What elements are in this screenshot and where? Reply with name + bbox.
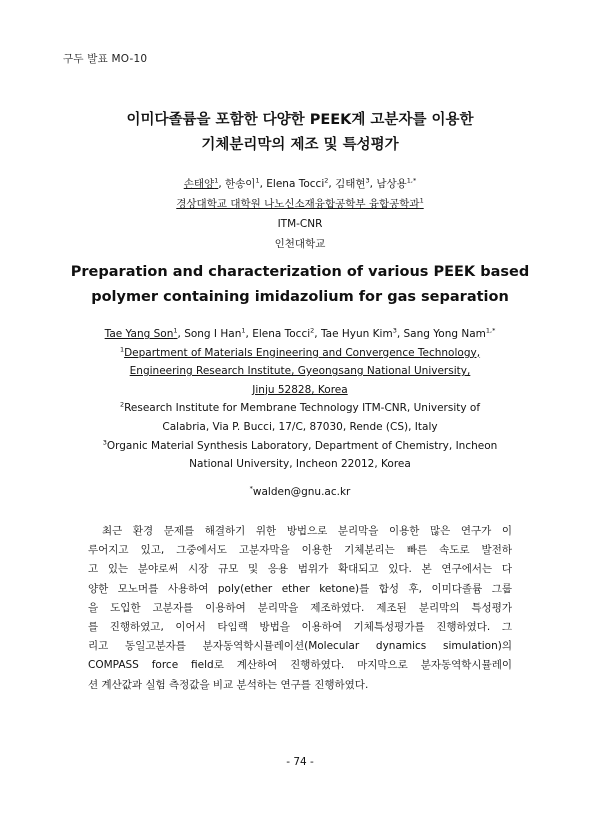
author-name: Tae Yang Son [104,328,174,340]
korean-title [0,108,600,158]
english-affiliation1-line1 [0,344,600,363]
english-title-line2: polymer containing imidazolium for gas separation [91,289,509,305]
author-name: Song I Han [184,328,242,340]
english-author-list [0,325,600,344]
author-sup: 2 [324,176,329,185]
author-sep: , [396,328,404,340]
author-sup: 3 [392,326,397,335]
english-author [252,328,314,340]
abstract-line: 리고 동일고분자를 분자동역학시뮬레이션(Molecular dynamics simulation)의 [88,640,512,653]
author-sup: 1,* [406,176,417,185]
author-name: Tae Hyun Kim [320,328,393,340]
author-name: 손태양 [183,178,215,190]
abstract-line: 양한 모노머를 사용하여 poly(ether ether ketone)를 합성 후, 이미다졸륨 그룹 [88,582,512,595]
author-sep: , [328,178,336,190]
english-affiliation2-line1 [0,399,600,418]
author-sep: , [259,178,267,190]
author-sep: , [218,178,226,190]
english-affiliation2-line2: Calabria, Via P. Bucci, 17/C, 87030, Rende (CS), Italy [162,420,438,433]
corresponding-email [0,486,600,498]
author-name: 남상용 [376,178,407,190]
english-title [0,260,600,310]
english-affiliation1-line2: Engineering Research Institute, Gyeongsang National University, [129,365,471,378]
author-sup: 1 [255,176,260,185]
affiliation-text: Organic Material Synthesis Laboratory, Department of Chemistry, Incheon [106,439,498,452]
korean-title-line1: 이미다졸륨을 포함한 다양한 PEEK계 고분자를 이용한 [126,112,474,128]
author-sup: 3 [365,176,370,185]
english-author [321,328,397,340]
email-text: walden@gnu.ac.kr [252,486,351,498]
korean-affiliation2: ITM-CNR [277,218,323,230]
author-name: Elena Tocci [266,178,325,190]
affiliation-sup: 2 [119,400,125,409]
author-sep: , [369,178,377,190]
abstract-line: 최근 환경 문제를 해결하기 위한 방법으로 분리막을 이용한 많은 연구가 이 [102,525,512,537]
abstract [88,522,512,695]
session-label: 구두 발표 MO-10 [63,53,148,65]
korean-title-line2: 기체분리막의 제조 및 특성평가 [201,137,399,153]
author-sep: , [314,328,321,340]
email-sup: * [249,484,253,493]
page-number: - 74 - [286,756,314,768]
english-affiliation3-line2: National University, Incheon 22012, Korea [189,458,411,471]
affiliation-sup: 3 [102,438,107,447]
korean-affiliation3: 인천대학교 [274,238,326,250]
abstract-line: 션 계산값과 실험 측정값을 비교 분석하는 연구를 진행하였다. [88,678,369,691]
author-name: 김태현 [335,178,366,190]
author-sup: 1 [214,176,219,185]
abstract-line: 를 진행하였고, 이어서 타임랙 방법을 이용하여 기체특성평가를 진행하였다. 그 [88,621,512,634]
korean-author [376,178,416,190]
affiliation-text: Department of Materials Engineering and Convergence Technology, [124,346,481,359]
korean-affiliation1 [0,194,600,214]
author-sep: , [245,328,253,340]
korean-author [335,178,370,190]
abstract-line: COMPASS force field로 계산하여 진행하였다. 마지막으로 분자동역학시뮬레이 [88,659,512,672]
author-sup: 1 [173,326,178,335]
author-name: 한송이 [225,178,256,190]
english-author-block [0,325,600,474]
korean-author [225,178,260,190]
author-sup: 1 [241,326,246,335]
korean-author [184,178,219,190]
author-sup: 2 [310,326,315,335]
affiliation-text: 경상대학교 대학원 나노신소재융합공학부 융합공학과 [176,198,420,210]
abstract-line: 을 도입한 고분자를 이용하여 분리막을 제조하였다. 제조된 분리막의 특성평가 [88,601,512,614]
english-title-line1: Preparation and characterization of various PEEK based [70,264,530,280]
english-affiliation1-line3: Jinju 52828, Korea [252,383,348,396]
author-sup: 1,* [485,326,496,335]
english-affiliation3-line1 [0,437,600,456]
english-author [184,328,245,340]
english-author [404,328,496,340]
author-name: Sang Yong Nam [403,328,486,340]
author-sep: , [177,328,185,340]
abstract-line: 루어지고 있고, 그중에서도 고분자막을 이용한 기체분리는 빠른 속도로 발전하 [88,544,512,557]
korean-author-list [0,174,600,194]
affiliation-sup: 1 [119,345,125,354]
affiliation-sup: 1 [419,196,424,205]
affiliation-text: Research Institute for Membrane Technology ITM-CNR, University of [124,402,481,415]
korean-author [266,178,328,190]
abstract-line: 고 있는 분야로써 시장 규모 및 응용 범위가 확대되고 있다. 본 연구에서는 다 [88,563,512,576]
english-author [105,328,178,340]
korean-author-block [0,174,600,254]
author-name: Elena Tocci [252,328,311,340]
